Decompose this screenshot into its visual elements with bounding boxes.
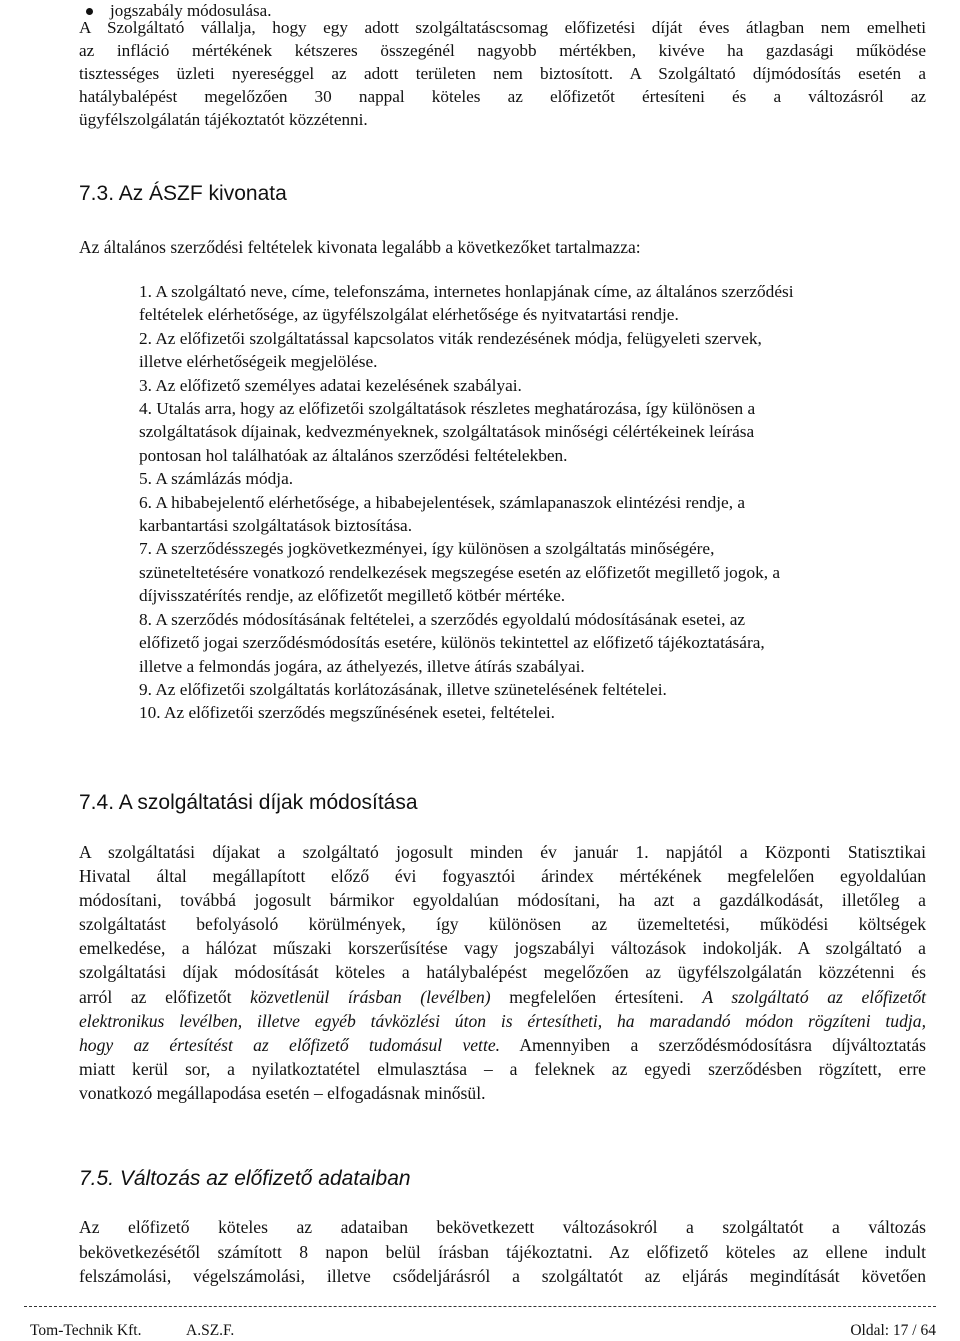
- text-line: bekövetkezésétől számított 8 napon belül írásban tájékoztatni. Az előfizető köteles az ellene indult: [79, 1241, 926, 1262]
- text-line: tisztességes üzleti nyereséggel az adott területen nem biztosított. A Szolgáltató díjmódosítás esetén a: [79, 63, 926, 83]
- text-line: szolgáltatási díjak módosítását köteles a hatálybalépést megelőzően az ügyfélszolgálatán közzétenni és: [79, 962, 926, 983]
- section-heading-7-5: 7.5. Változás az előfizető adataiban: [79, 1167, 411, 1190]
- text-line: elektronikus levélben, illetve egyéb távközlési úton is értesítheti, ha maradandó módon rögzíteni tudja,: [79, 1010, 926, 1031]
- list-item: 6. A hibabejelentő elérhetősége, a hibabejelentések, számlapanaszok elintézési rendje, a karbantartási szolgáltatások biztosítása.: [139, 492, 746, 536]
- footer-company: Tom-Technik Kft.: [30, 1322, 142, 1339]
- list-item: 1. A szolgáltató neve, címe, telefonszáma, internetes honlapjának címe, az általános szerződési feltételek elérhetősége, az ügyfélszolgálat elérhetősége és nyitvatartási rendje.: [139, 282, 794, 325]
- list-item: 9. Az előfizetői szolgáltatás korlátozásának, illetve szünetelésének feltételei.: [139, 679, 667, 699]
- text-line: hogy az értesítést az előfizető tudomásul vette. Amennyiben a szerződésmódosításra díjváltoztatás: [79, 1034, 926, 1055]
- aszf-summary-list: [139, 280, 929, 725]
- list-item: 3. Az előfizető személyes adatai kezelésének szabályai.: [139, 375, 522, 395]
- paragraph-subscriber-data-change: [79, 1215, 926, 1289]
- footer-page-number: Oldal: 17 / 64: [850, 1322, 936, 1339]
- bullet-icon: [86, 8, 93, 15]
- text-line: arról az előfizetőt közvetlenül írásban (levélben) megfelelően értesíteni. A szolgáltató az előfizetőt: [79, 986, 926, 1007]
- text-line: emelkedése, a hálózat műszaki korszerűsítése vagy jogszabályi változások indokolják. A szolgáltató a: [79, 938, 926, 959]
- text-line: felszámolási, végelszámolási, illetve csődeljárásról a szolgáltatót az eljárás megindítását követően: [79, 1266, 926, 1286]
- text-line: az infláció mértékének kétszeres összegénél nagyobb mértékben, kivéve ha gazdasági működése: [79, 40, 926, 60]
- text-line: Az előfizető köteles az adataiban bekövetkezett változásokról a szolgáltatót a változás: [79, 1217, 926, 1237]
- list-item: 8. A szerződés módosításának feltételei, a szerződés egyoldalú módosításának esetei, az előfizető jogai szerződésmódosítás esetére, különös tekintettel az előfizető tájékoztatására, illetve a felmondás jogára, az áthelyezés, illetve átírás szabályai.: [139, 609, 765, 676]
- list-item: 7. A szerződésszegés jogkövetkezményei, így különösen a szolgáltatás minőségére, szüneteltetésére vonatkozó rendelkezések megszegése esetén az előfizetőt megillető jogok, a díjvisszatérítés rendje, az előfizetőt megillető kötbér mértéke.: [139, 539, 781, 606]
- paragraph-fee-modification: [79, 840, 926, 1105]
- text-line: Hivatal által megállapított előző évi fogyasztói árindex mértékének megfelelően egyoldalúan: [79, 866, 926, 887]
- list-item: 10. Az előfizetői szerződés megszűnésének esetei, feltételei.: [139, 703, 556, 723]
- section-heading-7-3: 7.3. Az ÁSZF kivonata: [79, 182, 287, 205]
- bullet-item: jogszabály módosulása.: [110, 1, 272, 20]
- footer-divider: [24, 1306, 936, 1307]
- text-line: módosítani, továbbá jogosult bármikor egyoldalúan módosítani, ha azt a gazdálkodását, illetőleg a: [79, 890, 926, 911]
- text-line: A szolgáltatási díjakat a szolgáltató jogosult minden év január 1. napjától a Központi Statisztikai: [79, 842, 926, 862]
- section-heading-7-4: 7.4. A szolgáltatási díjak módosítása: [79, 791, 418, 814]
- footer-document: A.SZ.F.: [186, 1322, 235, 1339]
- text-line: hatálybalépést megelőzően 30 nappal köteles az előfizetőt értesíteni és a változásról az: [79, 86, 926, 106]
- text-line: miatt kerül sor, a nyilatkoztatétel elmulasztása – a feleknek az egyedi szerződésben rögzített, erre: [79, 1058, 926, 1079]
- text-line: A Szolgáltató vállalja, hogy egy adott szolgáltatáscsomag előfizetési díját éves átlagban nem emelheti: [79, 18, 926, 37]
- section-intro: Az általános szerződési feltételek kivonata legalább a következőket tartalmazza:: [79, 237, 641, 257]
- text-line: szolgáltatást befolyásoló körülmények, így különösen az üzemeltetési, működési költségek: [79, 914, 926, 935]
- text-line: vonatkozó megállapodása esetén – elfogadásnak minősül.: [79, 1082, 486, 1103]
- paragraph-fee-increase: [79, 17, 926, 132]
- text-line: ügyfélszolgálatán tájékoztatót közzétenni.: [79, 109, 368, 129]
- list-item: 2. Az előfizetői szolgáltatással kapcsolatos viták rendezésének módja, felügyeleti szervek, illetve elérhetőségeik megjelölése.: [139, 328, 762, 372]
- list-item: 5. A számlázás módja.: [139, 469, 294, 489]
- list-item: 4. Utalás arra, hogy az előfizetői szolgáltatások részletes meghatározása, így különösen a szolgáltatások díjainak, kedvezményeknek, szolgáltatások minőségi célértékeinek leírása pontosan hol találhatóak az általános szerződési feltételekben.: [139, 399, 756, 465]
